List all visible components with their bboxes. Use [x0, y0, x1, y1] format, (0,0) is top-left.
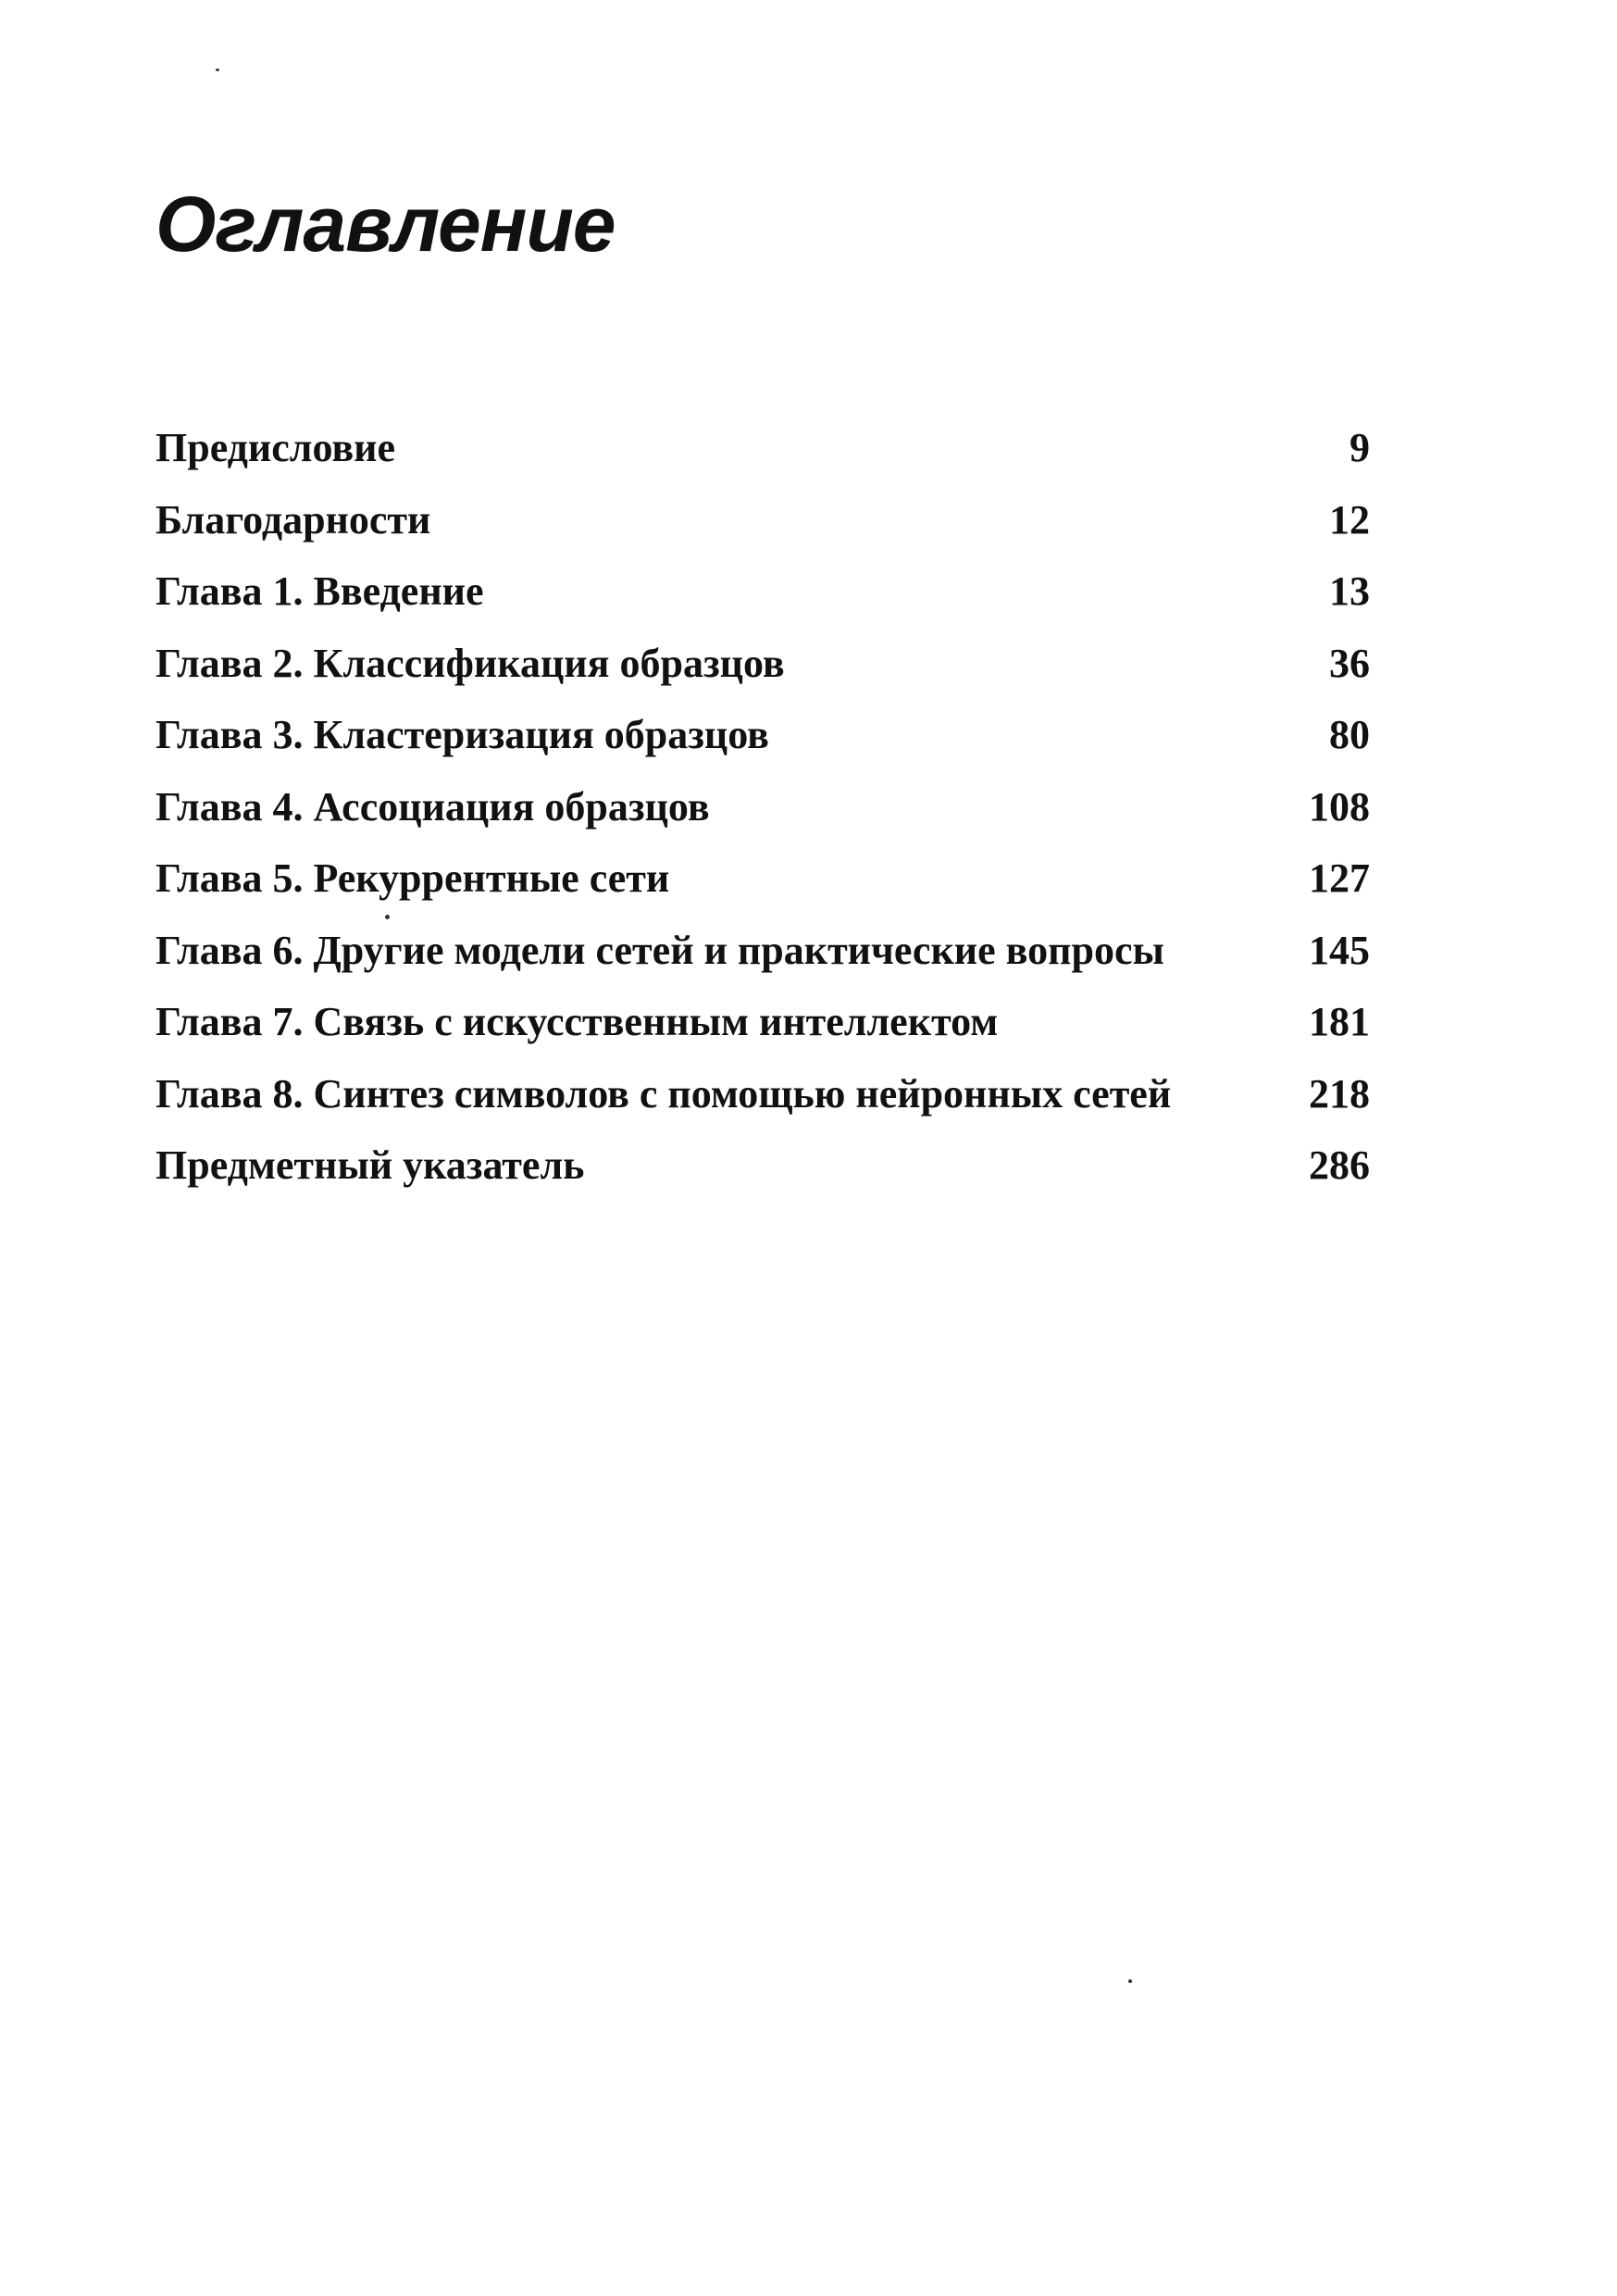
- toc-entry-page: 218: [1309, 1070, 1370, 1117]
- toc-entry-page: 36: [1329, 640, 1370, 686]
- toc-entry-label: Предисловие: [155, 425, 396, 470]
- toc-entry-label: Глава 4. Ассоциация образцов: [155, 783, 710, 830]
- toc-entry-subject-index: [155, 1142, 1370, 1217]
- page-title: Оглавление: [155, 181, 616, 268]
- toc-entry-chapter-4: [155, 783, 1370, 859]
- table-of-contents: [155, 425, 1370, 1217]
- toc-entry-chapter-2: [155, 640, 1370, 716]
- toc-entry-chapter-6: [155, 927, 1370, 1003]
- toc-entry-preface: [155, 425, 1370, 500]
- toc-entry-chapter-8: [155, 1070, 1370, 1146]
- toc-entry-page: 286: [1309, 1142, 1370, 1188]
- toc-entry-page: 80: [1329, 712, 1370, 757]
- toc-entry-page: 108: [1309, 783, 1370, 830]
- toc-entry-label: Глава 8. Синтез символов с помощью нейронных сетей: [155, 1070, 1172, 1117]
- toc-entry-label: Глава 3. Кластеризация образцов: [155, 712, 769, 757]
- toc-entry-acknowledgements: [155, 496, 1370, 572]
- toc-entry-page: 145: [1309, 927, 1370, 973]
- toc-entry-chapter-3: [155, 712, 1370, 787]
- toc-entry-page: 12: [1329, 496, 1370, 543]
- toc-entry-label: Предметный указатель: [155, 1142, 585, 1188]
- toc-entry-page: 13: [1329, 568, 1370, 614]
- toc-entry-page: 9: [1350, 425, 1370, 470]
- toc-entry-label: Глава 7. Связь с искусственным интеллектом: [155, 999, 999, 1044]
- toc-entry-label: Глава 5. Рекуррентные сети: [155, 855, 670, 901]
- toc-entry-chapter-1: [155, 568, 1370, 643]
- scan-speck: [385, 915, 390, 919]
- toc-entry-chapter-7: [155, 999, 1370, 1074]
- toc-entry-chapter-5: [155, 855, 1370, 930]
- toc-entry-page: 127: [1309, 855, 1370, 901]
- toc-entry-label: Глава 6. Другие модели сетей и практические вопросы: [155, 927, 1164, 973]
- scan-speck: [1128, 1979, 1132, 1983]
- scan-speck: [216, 69, 219, 71]
- toc-entry-label: Глава 1. Введение: [155, 568, 484, 614]
- toc-entry-label: Благодарности: [155, 496, 431, 543]
- toc-entry-label: Глава 2. Классификация образцов: [155, 640, 785, 686]
- toc-entry-page: 181: [1309, 999, 1370, 1044]
